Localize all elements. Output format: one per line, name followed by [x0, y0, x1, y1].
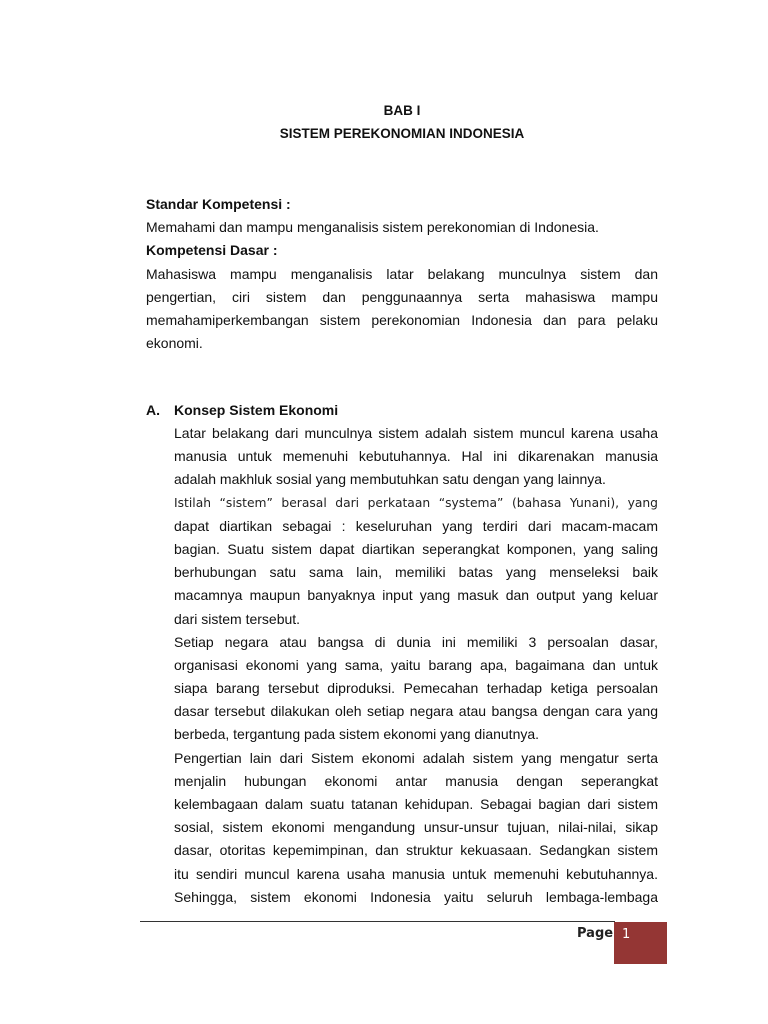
paragraph-line: adalah makhluk sosial yang membutuhkan satu dengan yang lainnya.	[174, 471, 606, 488]
kompetensi-dasar-line: ekonomi.	[146, 335, 203, 352]
paragraph-line: manusia untuk memenuhi kebutuhannya. Hal ini dikarenakan manusia	[174, 448, 658, 465]
paragraph-line: Setiap negara atau bangsa di dunia ini memiliki 3 persoalan dasar,	[174, 633, 658, 650]
paragraph-line: Pengertian lain dari Sistem ekonomi adalah sistem yang mengatur serta	[174, 749, 658, 766]
paragraph-line: dasar, otoritas kepemimpinan, dan struktur kekuasaan. Sedangkan sistem	[174, 842, 658, 859]
paragraph-line: Istilah “sistem” berasal dari perkataan “systema” (bahasa Yunani), yang	[174, 495, 658, 510]
paragraph-line: siapa barang tersebut diproduksi. Pemecahan terhadap ketiga persoalan	[174, 680, 658, 697]
competency-block	[146, 193, 658, 355]
kompetensi-dasar-line: memahamiperkembangan sistem perekonomian Indonesia dan para pelaku	[146, 311, 658, 328]
kompetensi-dasar-line: Mahasiswa mampu menganalisis latar belakang munculnya sistem dan	[146, 265, 658, 282]
paragraph-line: dapat diartikan sebagai : keseluruhan yang terdiri dari macam-macam	[174, 517, 658, 534]
page-label: Page	[577, 926, 614, 941]
paragraph-line: berhubungan satu sama lain, memiliki batas yang menseleksi baik	[174, 564, 658, 581]
paragraph-line: Sehingga, sistem ekonomi Indonesia yaitu seluruh lembaga-lembaga	[174, 888, 658, 905]
paragraph-line: organisasi ekonomi yang sama, yaitu barang apa, bagaimana dan untuk	[174, 656, 658, 673]
paragraph-4	[174, 747, 658, 909]
page-number-box	[614, 922, 667, 964]
paragraph-line: dasar tersebut dilakukan oleh setiap negara atau bangsa dengan cara yang	[174, 703, 658, 720]
chapter-label: BAB I	[383, 103, 421, 118]
paragraph-line: Latar belakang dari munculnya sistem adalah sistem muncul karena usaha	[174, 425, 658, 441]
kompetensi-dasar-line: pengertian, ciri sistem dan penggunaannya serta mahasiswa mampu	[146, 288, 658, 305]
section-a-heading	[146, 399, 658, 422]
standar-kompetensi-text: Memahami dan mampu menganalisis sistem perekonomian di Indonesia.	[146, 219, 599, 236]
paragraph-line: macamnya maupun banyaknya input yang masuk dan output yang keluar	[174, 587, 658, 604]
paragraph-line: itu sendiri muncul karena usaha manusia untuk memenuhi kebutuhannya.	[174, 865, 658, 882]
page-number: 1	[622, 927, 631, 942]
paragraph-line: kelembagaan dalam suatu tatanan kehidupan. Sebagai bagian dari sistem	[174, 796, 658, 812]
chapter-title: SISTEM PEREKONOMIAN INDONESIA	[279, 126, 525, 141]
paragraph-2	[174, 492, 658, 631]
section-a-number: A.	[146, 402, 160, 418]
kompetensi-dasar-label: Kompetensi Dasar :	[146, 242, 278, 259]
paragraph-line: sosial, sistem ekonomi mengandung unsur-unsur tujuan, nilai-nilai, sikap	[174, 819, 658, 836]
standar-kompetensi-label: Standar Kompetensi :	[146, 196, 291, 212]
section-a-title: Konsep Sistem Ekonomi	[174, 402, 339, 418]
paragraph-line: berbeda, tergantung pada sistem ekonomi yang dianutnya.	[174, 726, 540, 743]
section-a	[146, 399, 658, 909]
paragraph-line: menjalin hubungan ekonomi antar manusia dengan seperangkat	[174, 772, 658, 789]
paragraph-3	[174, 631, 658, 747]
paragraph-1	[174, 422, 658, 492]
paragraph-line: bagian. Suatu sistem dapat diartikan seperangkat komponen, yang saling	[174, 540, 658, 557]
footer-divider	[140, 921, 615, 922]
paragraph-line: dari sistem tersebut.	[174, 610, 301, 627]
